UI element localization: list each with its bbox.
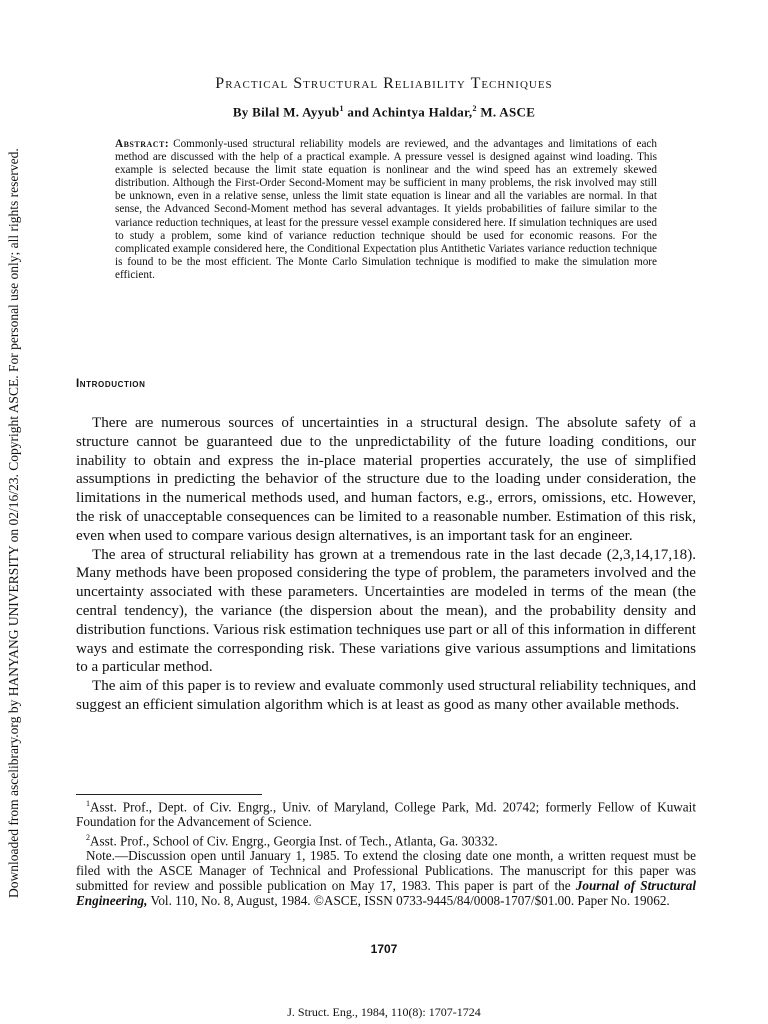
- note-text-a: Note.—Discussion open until January 1, 1985. To extend the closing date one month, a written request must be filed with the ASCE Manager of Technical and Professional Publications. The manuscript for this paper was submitted for review and possible publication on May 17, 1983. This paper is part of the: [76, 848, 696, 894]
- footnote-2-text: Asst. Prof., School of Civ. Engrg., Georgia Inst. of Tech., Atlanta, Ga. 30332.: [90, 832, 498, 848]
- footnote-2-mark: 2: [86, 832, 90, 842]
- footnote-1-text: Asst. Prof., Dept. of Civ. Engrg., Univ. of Maryland, College Park, Md. 20742; formerly Fellow of Kuwait Foundation for the Advancement of Science.: [76, 799, 696, 830]
- footnote-1: [76, 796, 696, 830]
- paper-title: Practical Structural Reliability Techniques: [215, 75, 553, 92]
- footnote-1-mark: 1: [86, 799, 90, 808]
- footnote-divider: [76, 794, 262, 795]
- journal-name: Journal of Structural Engineering,: [76, 878, 696, 909]
- footnotes: [76, 796, 696, 908]
- abstract-text: Commonly-used structural reliability models are reviewed, and the advantages and limitations of each method are discussed with the help of a practical example. A pressure vessel is designed against wind loading. This example is selected because the limit state equation is nonlinear and the wind speed has an extremely skewed distribution. Although the First-Order Second-Moment may be sufficient in many problems, the risk involved may still be unknown, even in a relative sense, unless the limit state equation is linear and all the variables are normal. In that sense, the Advanced Second-Moment method has several advantages. It yields probabilities of failure similar to the variance reduction techniques, at least for the pressure vessel example considered here. If simulation techniques are used to study a problem, some kind of variance reduction technique should be used for economic reasons. For the complicated example considered here, the Conditional Expectation plus Antithetic Variates variance reduction technique is found to be the most efficient. The Monte Carlo Simulation technique is modified to make the simulation more efficient.: [115, 138, 657, 281]
- author-2: and Achintya Haldar,: [343, 104, 473, 120]
- paragraph: There are numerous sources of uncertainties in a structural design. The absolute safety of a structure cannot be guaranteed due to the unpredictability of the future loading conditions, our inability to obtain and express the in-place material properties accurately, the use of simplified assumptions in predicting the behavior of the structure due to the loading under consideration, the limitations in the numerical methods used, and human factors, e.g., errors, omissions, etc. However, the risk of unacceptable consequences can be limited to a reasonable number. Estimation of this risk, even when used to compare various design alternatives, is an important task for an engineer.: [76, 415, 696, 544]
- page-number: 1707: [370, 942, 398, 956]
- abstract: [115, 138, 657, 282]
- discussion-note: [76, 848, 696, 908]
- author-affiliation: M. ASCE: [476, 104, 536, 120]
- introduction-body: [76, 414, 696, 715]
- footnote-2: [76, 830, 696, 848]
- note-text-b: Vol. 110, No. 8, August, 1984. ©ASCE, ISSN 0733-9445/84/0008-1707/$01.00. Paper No. 19062.: [147, 893, 670, 909]
- citation-footer: J. Struct. Eng., 1984, 110(8): 1707-1724: [287, 1005, 481, 1019]
- author-line: [0, 104, 768, 120]
- section-heading-introduction: Introduction: [76, 378, 146, 390]
- paragraph: The area of structural reliability has grown at a tremendous rate in the last decade (2,3,14,17,18). Many methods have been proposed considering the type of problem, the parameters involved and the uncertainty associated with these parameters. Uncertainties are modeled in terms of the mean (the central tendency), the variance (the dispersion about the mean), and the probability density and distribution functions. Various risk estimation techniques use part or all of this information in different ways and estimate the corresponding risk. These variations give various assumptions and limitations to a particular method.: [76, 546, 696, 676]
- abstract-label: Abstract:: [115, 138, 170, 150]
- author-1: By Bilal M. Ayyub: [232, 104, 340, 120]
- author-1-footnote-mark: 1: [339, 104, 344, 113]
- download-watermark: Downloaded from ascelibrary.org by HANYANG UNIVERSITY on 02/16/23. Copyright ASCE. For personal use only; all rights reserved.: [6, 148, 21, 898]
- author-2-footnote-mark: 2: [472, 104, 477, 113]
- paragraph: The aim of this paper is to review and evaluate commonly used structural reliability techniques, and suggest an efficient simulation algorithm which is at least as good as many other available methods.: [76, 678, 696, 713]
